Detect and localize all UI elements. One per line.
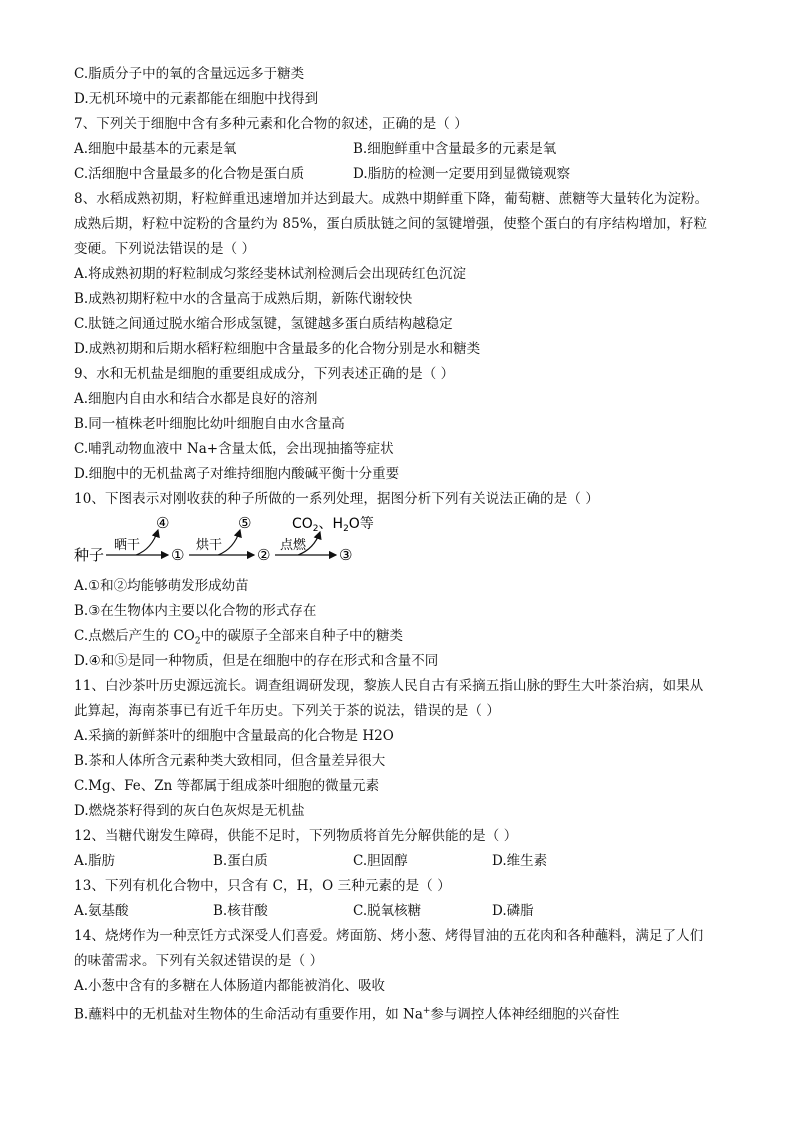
question-11-line2: 此算起，海南茶事已有近千年历史。下列关于茶的说法，错误的是（ ） (74, 703, 500, 719)
diagram-node-1: ① (171, 546, 185, 564)
q12-option-b: B.蛋白质 (213, 853, 268, 869)
q13-option-d: D.磷脂 (492, 903, 534, 919)
q9-option-c: C.哺乳动物血液中 Na+含量太低，会出现抽搐等症状 (74, 441, 394, 457)
q14-option-a: A.小葱中含有的多糖在人体肠道内都能被消化、吸收 (74, 978, 386, 994)
question-14-line2: 的味蕾需求。下列有关叙述错误的是（ ） (74, 953, 324, 969)
option-c-prev: C.脂质分子中的氧的含量远远多于糖类 (74, 66, 305, 82)
q9-option-a: A.细胞内自由水和结合水都是良好的溶剂 (74, 391, 318, 407)
question-14-line1: 14、烧烤作为一种烹饪方式深受人们喜爱。烤面筋、烤小葱、烤得冒油的五花肉和各种蘸料，满足了人们 (74, 928, 704, 944)
question-13: 13、下列有机化合物中，只含有 C，H，O 三种元素的是（ ） (74, 878, 451, 894)
question-8-line2: 成熟后期，籽粒中淀粉的含量约为 85%，蛋白质肽链之间的氢键增强，使整个蛋白的有序结构增加，籽粒 (74, 216, 708, 232)
q11-option-c: C.Mg、Fe、Zn 等都属于组成茶叶细胞的微量元素 (74, 778, 380, 794)
q12-option-c: C.胆固醇 (353, 853, 408, 869)
question-8-line3: 变硬。下列说法错误的是（ ） (74, 241, 256, 257)
diagram-node-3: ③ (339, 546, 353, 564)
seed-processing-diagram (74, 514, 414, 570)
q12-option-a: A.脂肪 (74, 853, 116, 869)
q8-option-b: B.成熟初期籽粒中水的含量高于成熟后期，新陈代谢较快 (74, 291, 413, 307)
diagram-co2-h2o-label: $CO_2$、$H_2O$等 (292, 516, 374, 534)
diagram-step-ignite: 点燃 (280, 538, 307, 553)
q7-option-c: C.活细胞中含量最多的化合物是蛋白质 (74, 166, 305, 182)
question-12: 12、当糖代谢发生障碍，供能不足时，下列物质将首先分解供能的是（ ） (74, 828, 518, 844)
diagram-seed-label: 种子 (74, 546, 105, 564)
diagram-step-oven-dry: 烘干 (196, 538, 223, 553)
question-8-line1: 8、水稻成熟初期，籽粒鲜重迅速增加并达到最大。成熟中期鲜重下降，葡萄糖、蔗糖等大量转化为淀粉。 (74, 191, 709, 207)
q10-option-b: B.③在生物体内主要以化合物的形式存在 (74, 603, 317, 619)
q10-option-d: D.④和⑤是同一种物质，但是在细胞中的存在形式和含量不同 (74, 653, 439, 669)
q13-option-a: A.氨基酸 (74, 903, 129, 919)
q10-option-a: A.①和②均能够萌发形成幼苗 (74, 578, 249, 594)
diagram-node-5: ⑤ (238, 514, 252, 532)
question-9: 9、水和无机盐是细胞的重要组成成分，下列表述正确的是（ ） (74, 366, 455, 382)
diagram-node-2: ② (257, 546, 271, 564)
q10-option-c: C.点燃后产生的 $CO_2$中的碳原子全部来自种子中的糖类 (74, 628, 404, 647)
q13-option-b: B.核苷酸 (213, 903, 268, 919)
q7-option-a: A.细胞中最基本的元素是氧 (74, 141, 237, 157)
q9-option-d: D.细胞中的无机盐离子对维持细胞内酸碱平衡十分重要 (74, 466, 400, 482)
question-10: 10、下图表示对刚收获的种子所做的一系列处理，据图分析下列有关说法正确的是（ ） (74, 491, 599, 507)
q8-option-c: C.肽链之间通过脱水缩合形成氢键，氢键越多蛋白质结构越稳定 (74, 316, 453, 332)
q9-option-b: B.同一植株老叶细胞比幼叶细胞自由水含量高 (74, 416, 345, 432)
option-d-prev: D.无机环境中的元素都能在细胞中找得到 (74, 91, 319, 107)
diagram-step-sun-dry: 晒干 (114, 538, 141, 553)
q14-option-b: B.蘸料中的无机盐对生物体的生命活动有重要作用，如 Na+参与调控人体神经细胞的兴奋性 (74, 1006, 620, 1023)
q8-option-d: D.成熟初期和后期水稻籽粒细胞中含量最多的化合物分别是水和糖类 (74, 341, 481, 357)
diagram-node-4: ④ (156, 514, 170, 532)
q8-option-a: A.将成熟初期的籽粒制成匀浆经斐林试剂检测后会出现砖红色沉淀 (74, 266, 467, 282)
q11-option-d: D.燃烧茶籽得到的灰白色灰烬是无机盐 (74, 803, 305, 819)
question-11-line1: 11、白沙茶叶历史源远流长。调查组调研发现，黎族人民自古有采摘五指山脉的野生大叶茶治病，如果从 (74, 678, 704, 694)
q11-option-a: A.采摘的新鲜茶叶的细胞中含量最高的化合物是 H2O (74, 728, 394, 744)
question-7: 7、下列关于细胞中含有多种元素和化合物的叙述，正确的是（ ） (74, 116, 468, 132)
q7-option-d: D.脂肪的检测一定要用到显微镜观察 (353, 166, 571, 182)
q13-option-c: C.脱氧核糖 (353, 903, 422, 919)
q7-option-b: B.细胞鲜重中含量最多的元素是氧 (353, 141, 557, 157)
q11-option-b: B.茶和人体所含元素种类大致相同，但含量差异很大 (74, 753, 386, 769)
q12-option-d: D.维生素 (492, 853, 548, 869)
